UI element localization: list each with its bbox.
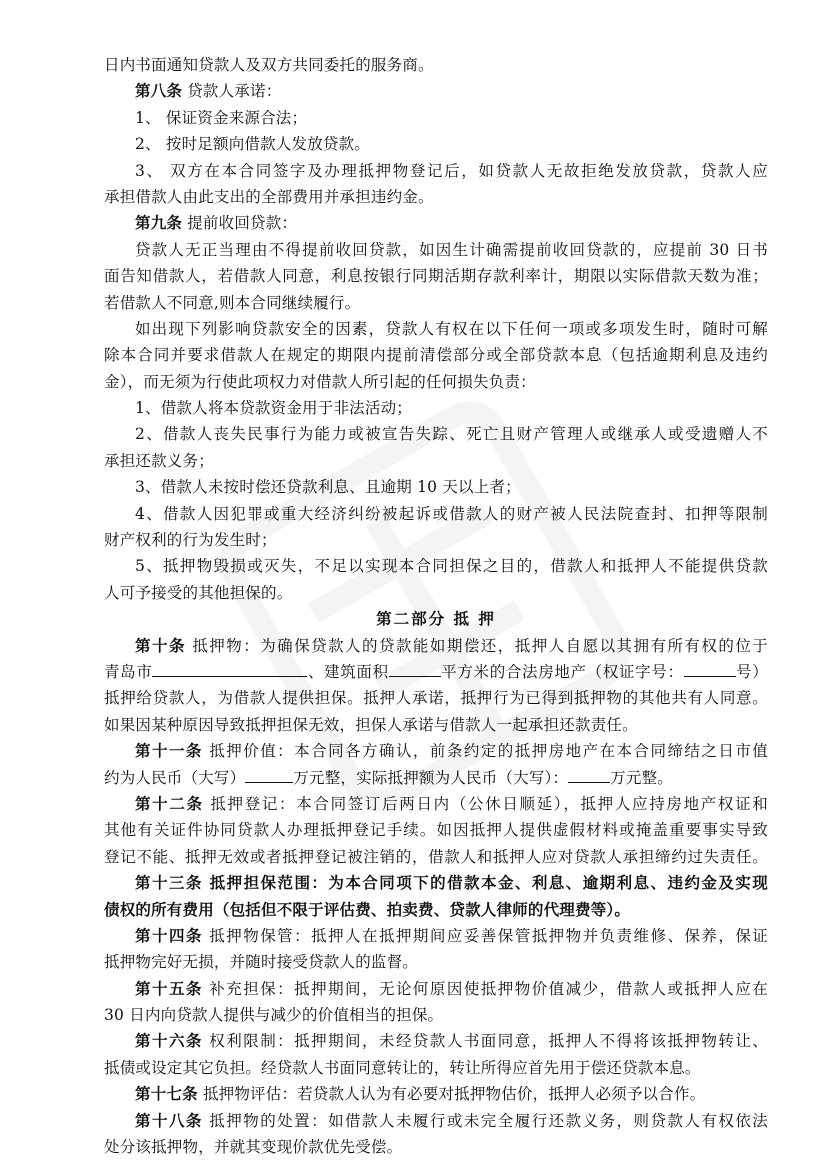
- document-line: [104, 897, 768, 923]
- document-line: [104, 52, 768, 78]
- document-line: [104, 474, 768, 500]
- document-line: [104, 184, 768, 210]
- line-text: 日内书面通知贷款人及双方共同委托的服务商。: [104, 56, 434, 74]
- line-text: 抵押担保范围：为本合同项下的借款本金、利息、逾期利息、违约金及实现: [202, 873, 768, 893]
- line-text: 抵押物评估：若贷款人认为有必要对抵押物估价，抵押人必须予以合作。: [197, 1085, 706, 1104]
- line-text: 如出现下列影响贷款安全的因素，贷款人有权在以下任何一项或多项发生时，随时可解: [135, 319, 768, 338]
- document-line: [104, 527, 768, 553]
- document-line: [104, 448, 768, 474]
- document-line: [104, 369, 768, 395]
- line-text: 、建筑面积: [307, 662, 389, 681]
- line-text: 债权的所有费用（包括但不限于评估费、拍卖费、贷款人律师的代理费等）。: [104, 899, 631, 919]
- blank-field: [389, 660, 441, 677]
- article-label: 第八条: [135, 81, 183, 101]
- line-text: 平方米的合法房地产（权证字号：: [440, 662, 684, 681]
- blank-field: [684, 660, 736, 677]
- line-text: 承担借款人由此支出的全部费用并承担违约金。: [104, 187, 434, 206]
- line-text: 抵押价值：本合同各方确认，前条约定的抵押房地产在本合同缔结之日市值: [202, 742, 768, 761]
- line-text: 号）: [735, 662, 768, 681]
- line-text: 4、借款人因犯罪或重大经济纠纷被起诉或借款人的财产被人民法院查封、扣押等限制: [135, 504, 768, 523]
- document-line: [104, 1108, 768, 1134]
- document-line: [104, 131, 768, 157]
- document-line: [104, 923, 768, 949]
- line-text: 青岛市: [104, 662, 153, 681]
- document-line: [104, 158, 768, 184]
- document-line: [104, 263, 768, 289]
- line-text: 2、 按时足额向借款人发放贷款。: [135, 135, 370, 154]
- document-line: [104, 1028, 768, 1054]
- line-text: 抵债或设定其它负担。经贷款人书面同意转让的，转让所得应首先用于偿还贷款本息。: [104, 1058, 701, 1077]
- line-text: 抵押给贷款人，为借款人提供担保。抵押人承诺，抵押行为已得到抵押物的其他共有人同意。: [104, 689, 768, 708]
- article-label: 第十条: [135, 635, 186, 655]
- document-line: [104, 659, 768, 685]
- document-line: [104, 1055, 768, 1081]
- line-text: 权利限制：抵押期间，未经贷款人书面同意，抵押人不得将该抵押物转让、: [202, 1032, 768, 1051]
- document-line: [104, 765, 768, 791]
- document-line: [104, 395, 768, 421]
- document-line: [104, 501, 768, 527]
- document-line: [104, 685, 768, 711]
- article-label: 第十四条: [135, 925, 203, 945]
- article-label: 第十六条: [135, 1031, 203, 1051]
- section-heading: [104, 606, 768, 632]
- document-line: [104, 342, 768, 368]
- line-text: 1、借款人将本贷款资金用于非法活动；: [135, 399, 412, 418]
- article-label: 第九条: [135, 213, 183, 233]
- line-text: 万元整，实际抵押额为人民币（大写）：: [293, 768, 569, 787]
- line-text: 万元整。: [610, 768, 673, 787]
- line-text: 金），而无须为行使此项权力对借款人所引起的任何损失负责：: [104, 372, 536, 391]
- line-text: 3、 双方在本合同签字及办理抵押物登记后，如贷款人无故拒绝发放贷款，贷款人应: [135, 161, 768, 180]
- article-label: 第十七条: [135, 1084, 198, 1104]
- document-line: [104, 817, 768, 843]
- document-line: [104, 1134, 768, 1160]
- line-text: 人可予接受的其他担保的。: [104, 583, 293, 602]
- line-text: 财产权利的行为发生时；: [104, 531, 277, 550]
- document-line: [104, 580, 768, 606]
- document-line: [104, 1081, 768, 1107]
- document-line: [104, 210, 768, 236]
- line-text: 除本合同并要求借款人在规定的期限内提前清偿部分或全部贷款本息（包括逾期利息及违约: [104, 346, 768, 365]
- document-line: [104, 870, 768, 896]
- document-line: [104, 421, 768, 447]
- document-line: [104, 290, 768, 316]
- line-text: 约为人民币（大写）: [104, 768, 246, 787]
- line-text: 面告知借款人，若借款人同意，利息按银行同期活期存款利率计，期限以实际借款天数为准；: [104, 267, 768, 286]
- line-text: 其他有关证件协同贷款人办理抵押登记手续。如因抵押人提供虚假材料或掩盖重要事实导致: [104, 821, 768, 840]
- line-text: 提前收回贷款：: [182, 214, 298, 233]
- document-line: [104, 316, 768, 342]
- line-text: 第二部分 抵 押: [376, 609, 496, 629]
- document-line: [104, 237, 768, 263]
- line-text: 若借款人不同意,则本合同继续履行。: [104, 293, 361, 312]
- article-label: 第十一条: [135, 741, 203, 761]
- document-line: [104, 1002, 768, 1028]
- article-label: 第十五条: [135, 978, 203, 998]
- article-label: 第十三条: [135, 873, 203, 893]
- document-page: [104, 52, 768, 1160]
- article-label: 第十二条: [135, 793, 204, 813]
- line-text: 承担还款义务；: [104, 451, 214, 470]
- document-line: [104, 976, 768, 1002]
- line-text: 抵押物保管：抵押人在抵押期间应妥善保管抵押物并负责维修、保养，保证: [202, 926, 768, 945]
- document-line: [104, 791, 768, 817]
- line-text: 贷款人承诺：: [182, 82, 282, 101]
- line-text: 贷款人无正当理由不得提前收回贷款，如因生计确需提前收回贷款的，应提前 30 日书: [135, 240, 768, 259]
- document-line: [104, 844, 768, 870]
- article-label: 第十八条: [135, 1110, 203, 1130]
- line-text: 2、借款人丧失民事行为能力或被宣告失踪、死亡且财产管理人或继承人或受遗赠人不: [135, 425, 768, 444]
- line-text: 登记不能、抵押无效或者抵押登记被注销的，借款人和抵押人应对贷款人承担缔约过失责任。: [104, 847, 768, 866]
- document-line: [104, 553, 768, 579]
- document-line: [104, 105, 768, 131]
- document-line: [104, 949, 768, 975]
- blank-field: [568, 766, 610, 783]
- document-line: [104, 78, 768, 104]
- line-text: 抵押物的处置：如借款人未履行或未完全履行还款义务，则贷款人有权依法: [202, 1111, 768, 1130]
- blank-field: [152, 660, 307, 677]
- document-line: [104, 712, 768, 738]
- line-text: 抵押物完好无损，并随时接受贷款人的监督。: [104, 953, 419, 972]
- document-line: [104, 738, 768, 764]
- line-text: 抵押物：为确保贷款人的贷款能如期偿还，抵押人自愿以其拥有所有权的位于: [185, 636, 768, 655]
- line-text: 3、借款人未按时偿还贷款利息、且逾期 10 天以上者；: [135, 478, 521, 497]
- line-text: 30 日内向贷款人提供与减少的价值相当的担保。: [104, 1006, 444, 1025]
- blank-field: [245, 766, 293, 783]
- line-text: 处分该抵押物，并就其变现价款优先受偿。: [104, 1138, 403, 1157]
- line-text: 5、抵押物毁损或灭失，不足以实现本合同担保之目的，借款人和抵押人不能提供贷款: [135, 557, 768, 576]
- line-text: 1、 保证资金来源合法；: [135, 108, 308, 127]
- line-text: 补充担保：抵押期间，无论何原因使抵押物价值减少，借款人或抵押人应在: [202, 979, 768, 998]
- document-line: [104, 633, 768, 659]
- line-text: 如果因某种原因导致抵押担保无效，担保人承诺与借款人一起承担还款责任。: [104, 715, 638, 734]
- line-text: 抵押登记：本合同签订后两日内（公休日顺延），抵押人应持房地产权证和: [203, 794, 768, 813]
